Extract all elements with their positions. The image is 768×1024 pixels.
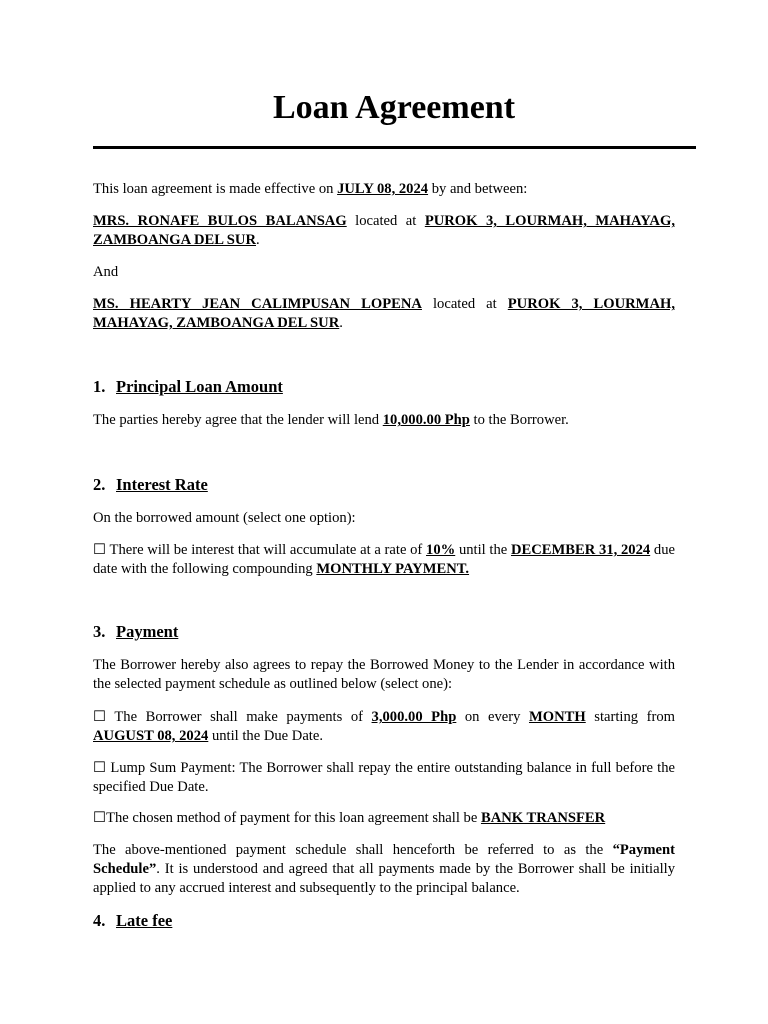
interest-due-date: DECEMBER 31, 2024 <box>510 542 651 558</box>
payment-method-value: BANK TRANSFER <box>480 810 606 826</box>
lender-located-at: located at <box>346 213 425 229</box>
interest-option-checkbox[interactable]: ☐ <box>93 542 107 558</box>
section-2-title: Interest Rate <box>116 475 208 494</box>
interest-option <box>93 541 675 579</box>
section-1-title: Principal Loan Amount <box>116 377 283 396</box>
intro-text-after: by and between: <box>428 181 528 197</box>
lender-period: . <box>256 232 260 248</box>
interest-rate: 10% <box>426 542 456 558</box>
intro-text-before: This loan agreement is made effective on <box>93 181 338 197</box>
title-divider <box>93 146 696 149</box>
section-3-number: 3. <box>93 622 106 641</box>
lender-paragraph <box>93 212 675 250</box>
payment-option-2-text: Lump Sum Payment: The Borrower shall repay the entire outstanding balance in full before the specified Due Date. <box>93 760 675 795</box>
compounding-value: MONTHLY PAYMENT. <box>316 561 470 577</box>
schedule-note-text-2: . It is understood and agreed that all payments made by the Borrower shall be initially applied to any accrued interest and subsequently to the principal balance. <box>93 861 675 896</box>
borrower-located-at: located at <box>421 296 508 312</box>
section-1-number: 1. <box>93 377 106 396</box>
payment-option-1-text-2: on every <box>456 709 529 725</box>
payment-method-text: The chosen method of payment for this loan agreement shall be <box>106 810 481 826</box>
schedule-note-text-1: The above-mentioned payment schedule shall henceforth be referred to as the <box>93 842 613 858</box>
payment-intro: The Borrower hereby also agrees to repay the Borrowed Money to the Lender in accordance with the selected payment schedule as outlined below (select one): <box>93 657 675 692</box>
borrower-name: MS. HEARTY JEAN CALIMPUSAN LOPENA <box>93 296 422 312</box>
interest-option-text-1: There will be interest that will accumulate at a rate of <box>106 542 427 558</box>
payment-schedule-term: “Payment Schedule” <box>93 842 675 877</box>
interest-option-text-3: due date with the following compounding <box>93 542 675 577</box>
section-2-heading <box>93 474 208 496</box>
payment-method <box>93 809 675 828</box>
effective-date: JULY 08, 2024 <box>337 181 429 197</box>
borrower-address: PUROK 3, LOURMAH, MAHAYAG, ZAMBOANGA DEL SUR <box>93 296 675 331</box>
principal-amount: 10,000.00 Php <box>382 412 470 428</box>
installment-start-date: AUGUST 08, 2024 <box>93 728 209 744</box>
payment-option-1-text-1: The Borrower shall make payments of <box>106 709 372 725</box>
interest-intro: On the borrowed amount (select one option): <box>93 510 356 526</box>
section-3-heading <box>93 621 178 643</box>
section-1-heading <box>93 376 283 398</box>
installment-period: MONTH <box>528 709 586 725</box>
intro-paragraph <box>93 180 675 199</box>
section-4-heading <box>93 910 172 932</box>
and-text: And <box>93 264 119 280</box>
lender-address: PUROK 3, LOURMAH, MAHAYAG, ZAMBOANGA DEL SUR <box>93 213 675 248</box>
installment-amount: 3,000.00 Php <box>371 709 457 725</box>
principal-text-before: The parties hereby agree that the lender will lend <box>93 412 383 428</box>
borrower-paragraph <box>93 295 675 333</box>
payment-option-1-text-3: starting from <box>585 709 675 725</box>
payment-option-installments <box>93 708 675 746</box>
payment-schedule-note <box>93 841 675 898</box>
document-title: Loan Agreement <box>272 89 516 126</box>
payment-option-1-text-4: until the Due Date. <box>208 728 323 744</box>
section-3-title: Payment <box>116 622 179 641</box>
section-2-number: 2. <box>93 475 106 494</box>
lender-name: MRS. RONAFE BULOS BALANSAG <box>93 213 347 229</box>
borrower-period: . <box>339 315 343 331</box>
payment-option-lump-sum <box>93 759 675 797</box>
principal-paragraph <box>93 411 675 430</box>
payment-option-2-checkbox[interactable]: ☐ <box>93 760 107 776</box>
principal-text-after: to the Borrower. <box>469 412 569 428</box>
payment-method-checkbox[interactable]: ☐ <box>93 810 107 826</box>
interest-option-text-2: until the <box>455 542 511 558</box>
section-4-number: 4. <box>93 911 106 930</box>
payment-option-1-checkbox[interactable]: ☐ <box>93 709 107 725</box>
section-4-title: Late fee <box>116 911 173 930</box>
